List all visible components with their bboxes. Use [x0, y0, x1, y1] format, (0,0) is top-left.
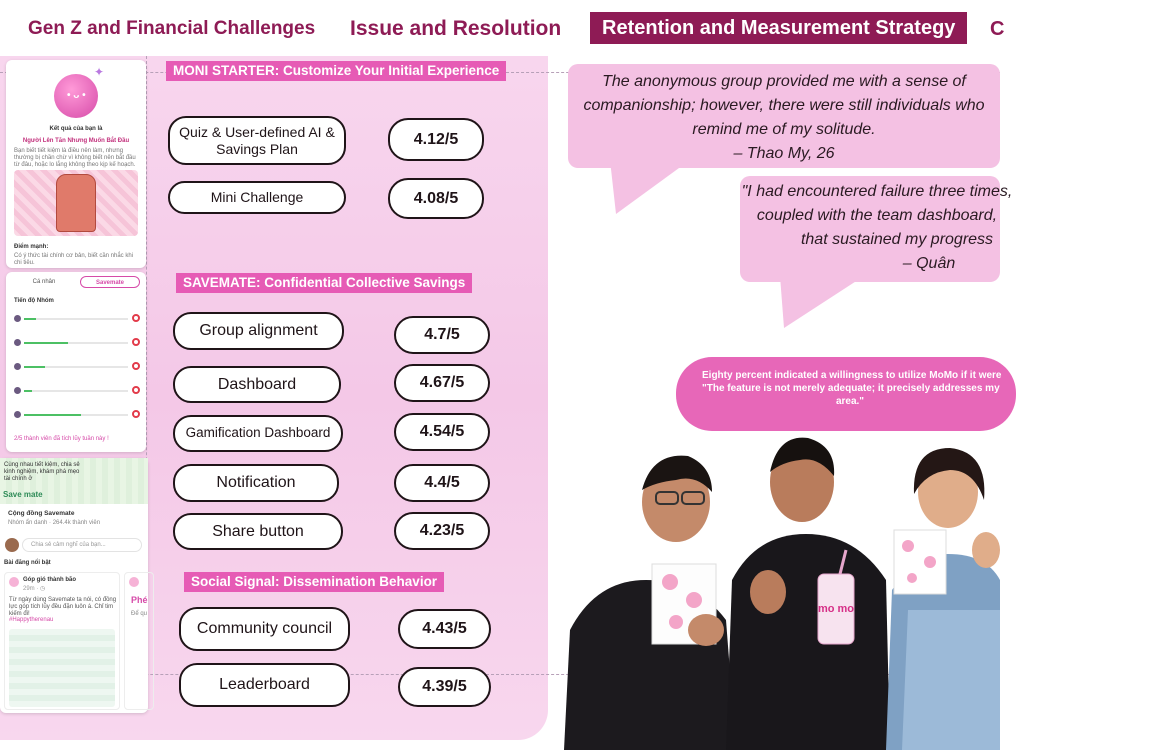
progress-fill: [24, 366, 45, 368]
feature-mini-challenge: Mini Challenge: [168, 181, 346, 214]
progress-track: [24, 390, 128, 392]
featured-posts-heading: Bài đăng nổi bật: [4, 560, 51, 566]
character-illustration: [56, 174, 96, 232]
progress-fill: [24, 318, 36, 320]
callout-line3: area.": [835, 396, 865, 407]
momo-cup-label: mo mo: [817, 603, 855, 615]
feature-dashboard: Dashboard: [173, 366, 341, 403]
quote-bubble-thao-my: [568, 64, 1000, 168]
quote2-author: – Quân: [902, 255, 956, 272]
strength-label: Điểm mạnh:: [14, 244, 49, 250]
member-avatar: [14, 315, 21, 322]
score-group-alignment: 4.7/5: [394, 316, 490, 354]
post-partial-title: Phé: [131, 595, 148, 605]
section-savemate: SAVEMATE: Confidential Collective Savings: [176, 273, 472, 293]
goal-target-icon: [132, 362, 140, 370]
post-author-icon: [129, 577, 139, 587]
section-social-signal: Social Signal: Dissemination Behavior: [184, 572, 444, 592]
section-moni-starter: MONI STARTER: Customize Your Initial Experience: [166, 61, 506, 81]
quiz-result-title: Kết quả của bạn là: [49, 126, 103, 132]
feature-leaderboard: Leaderboard: [179, 663, 350, 707]
score-gamification-dashboard: 4.54/5: [394, 413, 490, 451]
score-dashboard: 4.67/5: [394, 364, 490, 402]
nav-next-item-truncated[interactable]: C: [990, 18, 1005, 40]
phone-community-feed: [0, 458, 148, 713]
goal-target-icon: [132, 314, 140, 322]
savings-tabs: [14, 276, 140, 288]
progress-row: [14, 408, 140, 428]
featured-post-card[interactable]: [4, 572, 120, 710]
quote2-line1: "I had encountered failure three times,: [741, 183, 1013, 200]
person-middle: [726, 438, 890, 750]
member-avatar: [14, 363, 21, 370]
community-subtitle: Nhóm ẩn danh · 264.4k thành viên: [8, 520, 101, 526]
tab-savemate[interactable]: Savemate: [80, 276, 140, 288]
survey-result-callout: [676, 357, 1016, 431]
progress-fill: [24, 414, 81, 416]
member-avatar: [14, 339, 21, 346]
post-hashtag[interactable]: #Happytherenau: [9, 617, 54, 623]
feature-gamification-dashboard: Gamification Dashboard: [173, 415, 343, 452]
goal-target-icon: [132, 410, 140, 418]
post-text: Từ ngày dùng Savemate ta nói, có đồng lực góp tích lũy đều đặn luôn á. Chỉ tim kiếm đi!: [9, 597, 117, 617]
feature-quiz-ai-savings: Quiz & User-defined AI & Savings Plan: [168, 116, 346, 165]
quiz-result-desc: Bạn biết tiết kiệm là điều nên làm, nhưng thường bị chần chừ vì không biết nên bắt đầu từ đâu, hoặc lo lắng không theo kịp kế hoạch.: [14, 148, 136, 168]
mascot-face: • ᴗ •: [67, 90, 86, 101]
goal-target-icon: [132, 338, 140, 346]
quote1-line1: The anonymous group provided me with a sense of: [602, 73, 966, 90]
team-photo: [556, 430, 1000, 750]
nav-retention-strategy-active[interactable]: Retention and Measurement Strategy: [590, 12, 967, 44]
score-community-council: 4.43/5: [398, 609, 491, 649]
quiz-result-type: Người Lên Tăn Nhưng Muốn Bắt Đầu: [22, 138, 130, 144]
strength-text: Có ý thức tài chính cơ bản, biết cần nhắc khi chi tiêu.: [14, 253, 134, 266]
progress-row: [14, 312, 140, 332]
progress-fill: [24, 342, 68, 344]
community-title: Cộng đồng Savemate: [8, 510, 75, 517]
member-avatar: [14, 411, 21, 418]
progress-track: [24, 342, 128, 344]
progress-row: [14, 360, 140, 380]
callout-line1: Eighty percent indicated a willingness to utilize MoMo if it were: [702, 370, 1002, 381]
phone-group-progress: [6, 272, 146, 452]
post-illustration: [9, 629, 115, 707]
quote2-line2: coupled with the team dashboard,: [756, 207, 998, 224]
feature-group-alignment: Group alignment: [173, 312, 344, 350]
post-title: Góp gió thành bão: [23, 577, 76, 583]
share-thoughts-input[interactable]: Chia sẻ cảm nghĩ của bạn...: [22, 538, 142, 552]
person-right: [886, 448, 1000, 750]
progress-fill: [24, 390, 32, 392]
nav-issue-and-resolution[interactable]: Issue and Resolution: [350, 17, 562, 40]
quiz-result-illustration: [14, 170, 138, 236]
quote1-author: – Thao My, 26: [733, 145, 835, 162]
score-share-button: 4.23/5: [394, 512, 490, 550]
post-partial-text: Để qu: [131, 611, 148, 617]
progress-track: [24, 366, 128, 368]
quote2-line3: that sustained my progress: [800, 231, 994, 248]
quote1-line3: remind me of my solitude.: [692, 121, 876, 138]
feature-notification: Notification: [173, 464, 339, 502]
score-quiz-ai-savings: 4.12/5: [388, 118, 484, 161]
feature-community-council: Community council: [179, 607, 350, 651]
progress-row: [14, 384, 140, 404]
bubble-2-tail: [778, 276, 868, 332]
nav-gen-z-financial-challenges[interactable]: Gen Z and Financial Challenges: [28, 18, 316, 39]
quote-bubble-quan: [740, 176, 1013, 282]
group-progress-footer[interactable]: 2/5 thành viên đã tích lũy tuần này !: [14, 436, 109, 442]
score-notification: 4.4/5: [394, 464, 490, 502]
progress-track: [24, 318, 128, 320]
score-leaderboard: 4.39/5: [398, 667, 491, 707]
featured-post-card-partial[interactable]: [124, 572, 154, 710]
user-avatar: [5, 538, 19, 552]
top-navigation: [0, 0, 1005, 56]
callout-line2: "The feature is not merely adequate; it precisely addresses my: [702, 383, 1000, 394]
progress-row: [14, 336, 140, 356]
sparkle-icon: ✦: [94, 65, 105, 79]
score-mini-challenge: 4.08/5: [388, 178, 484, 219]
progress-track: [24, 414, 128, 416]
member-avatar: [14, 387, 21, 394]
quote1-line2: companionship; however, there were still individuals who: [583, 97, 985, 114]
phone-quiz-result: [6, 60, 146, 268]
moni-mascot-icon: [54, 74, 98, 118]
post-author-icon: [9, 577, 19, 587]
feature-share-button: Share button: [173, 513, 343, 550]
savemate-brand: Save mate: [3, 490, 43, 499]
person-left: [564, 456, 736, 750]
goal-target-icon: [132, 386, 140, 394]
group-progress-title: Tiến độ Nhóm: [14, 298, 54, 304]
post-meta: 29m · ◷: [23, 586, 46, 592]
savemate-banner: [0, 458, 148, 504]
banner-text: Cùng nhau tiết kiệm, chia sẻ kinh nghiệm, khám phá mẹo tài chính ở: [4, 462, 80, 482]
tab-personal[interactable]: Cá nhân: [32, 279, 56, 285]
